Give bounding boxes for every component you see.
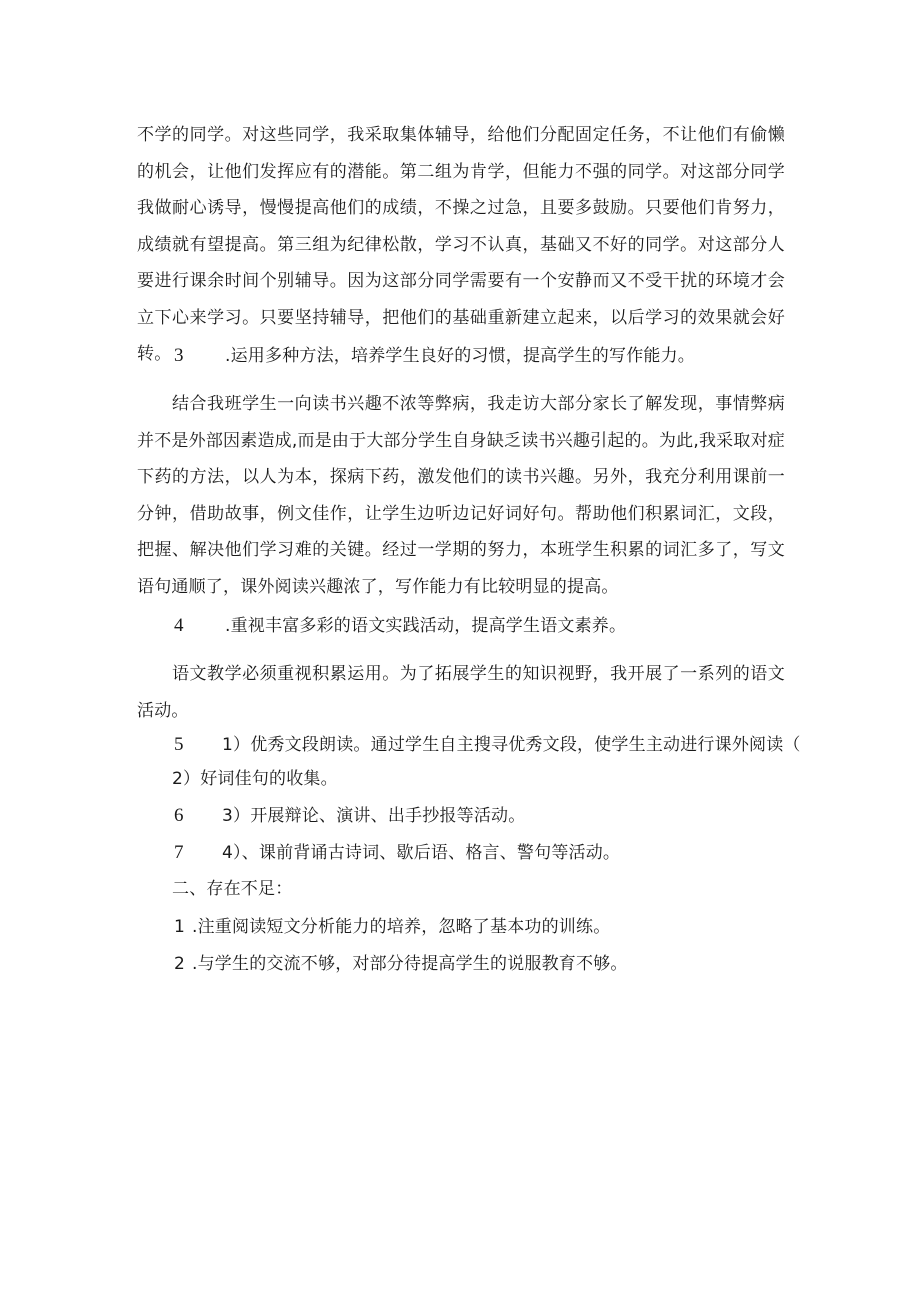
section-2-title: 二、存在不足： [172,879,293,899]
item-3-number: 3 [174,345,184,366]
item-4-number: 4 [174,615,184,636]
paragraph-language-activities: 语文教学必须重视积累运用。为了拓展学生的知识视野，我开展了一系列的语文活动。 [137,664,785,721]
paragraph-tutoring-groups: 不学的同学。对这些同学，我采取集体辅导，给他们分配固定任务，不让他们有偷懒的机会，让他们发挥应有的潜能。第二组为肯学，但能力不强的同学。对这部分同学我做耐心诱导，慢慢提高他们的成绩，不操之过急，且要多鼓励。只要他们肯努力，成绩就有望提高。第三组为纪律松散，学习不认真，基础又不好的同学。对这部分人要进行课余时间个别辅导。因为这部分同学需要有一个安静而又不受干扰的环境才会立下心来学习。只要坚持辅导，把他们的基础重新建立起来，以后学习的效果就会好转。 [137,125,785,364]
item-6-text: 3）开展辩论、演讲、出手抄报等活动。 [222,806,526,826]
shortcoming-1-number: 1 [174,917,186,937]
item-5-continuation: 2）好词佳句的收集。 [172,769,338,789]
item-4-text: .重视丰富多彩的语文实践活动，提高学生语文素养。 [225,616,627,636]
item-7-text: 4）、课前背诵古诗词、歇后语、格言、警句等活动。 [222,843,621,863]
shortcoming-2-text: .与学生的交流不够，对部分待提高学生的说服教育不够。 [192,954,628,974]
shortcoming-1-text: .注重阅读短文分析能力的培养，忽略了基本功的训练。 [192,917,611,937]
item-5-text: 1）优秀文段朗读。通过学生自主搜寻优秀文段，使学生主动进行课外阅读（ [222,735,801,755]
item-6-number: 6 [174,805,184,826]
item-5-number: 5 [174,734,184,755]
item-7-number: 7 [174,842,184,863]
shortcoming-2-number: 2 [174,954,186,974]
item-3-text: .运用多种方法，培养学生良好的习惯，提高学生的写作能力。 [225,346,696,366]
paragraph-reading-interest: 结合我班学生一向读书兴趣不浓等弊病，我走访大部分家长了解发现，事情弊病并不是外部因素造成,而是由于大部分学生自身缺乏读书兴趣引起的。为此,我采取对症下药的方法，以人为本，探病下药，激发他们的读书兴趣。另外，我充分利用课前一分钟，借助故事，例文佳作，让学生边听边记好词好句。帮助他们积累词汇，文段，把握、解决他们学习难的关键。经过一学期的努力，本班学生积累的词汇多了，写文语句通顺了，课外阅读兴趣浓了，写作能力有比较明显的提高。 [137,394,785,597]
